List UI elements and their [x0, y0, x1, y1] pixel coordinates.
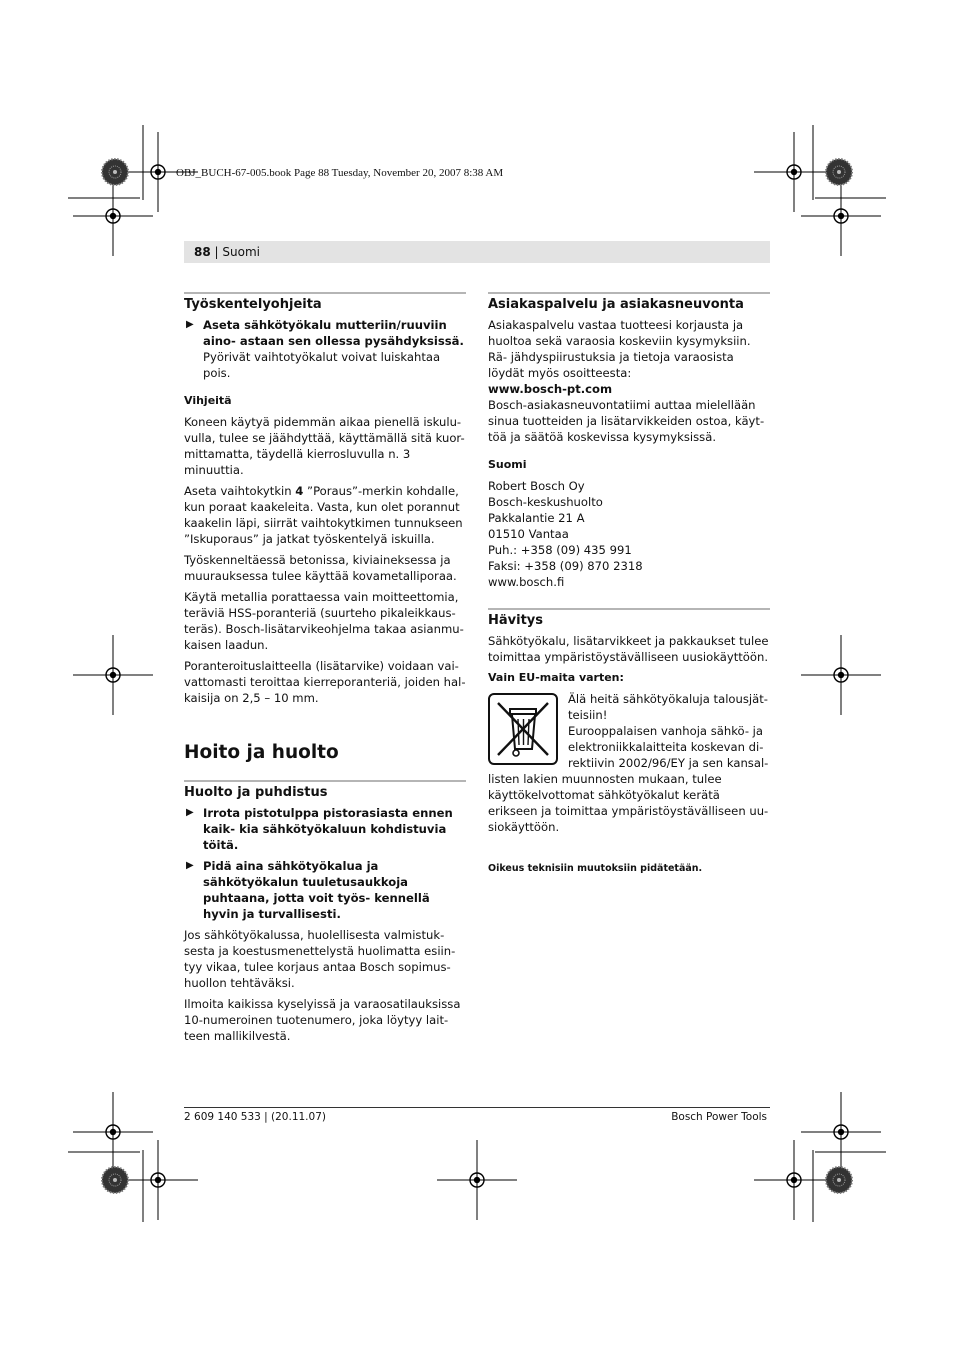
service-paragraph-2: Bosch-asiakasneuvontatiimi auttaa mielellään sinua tuotteiden ja lisätarvikkeiden ostoa, käyt- töä ja säätöä koskevissa kysymyksissä.: [488, 398, 765, 444]
eu-title: Vain EU-maita varten:: [488, 671, 624, 684]
right-column: [488, 292, 770, 877]
tips-title: Vihjeitä: [184, 394, 232, 407]
address-block: [488, 478, 770, 590]
footer-document-number: 2 609 140 533 | (20.11.07): [184, 1111, 326, 1123]
address-line: Bosch-keskushuolto: [488, 495, 603, 509]
crossed-out-wheelie-bin-icon: [488, 693, 558, 765]
bullet-bold-text: Aseta sähkötyökalu mutteriin/ruuviin aino- astaan sen ollessa pysähdyksissä.: [203, 318, 464, 348]
address-line: Faksi: +358 (09) 870 2318: [488, 559, 643, 573]
left-column: [184, 292, 466, 1049]
bullet-text: Pyörivät vaihtotyökalut voivat luiskahtaa pois.: [203, 350, 441, 380]
footer-brand: Bosch Power Tools: [671, 1111, 767, 1123]
section-title-customer-service: Asiakaspalvelu ja asiakasneuvonta: [488, 297, 744, 312]
page-header: [184, 241, 770, 263]
care-paragraph-1: Jos sähkötyökalussa, huolellisesta valmistuk- sesta ja koestusmenettelystä huolimatta esiin- tyy vikaa, tulee korjaus antaa Bosch sopimus- huollon tehtäväksi.: [184, 928, 456, 990]
country-title: Suomi: [488, 458, 527, 471]
header-language: Suomi: [222, 245, 260, 259]
eu-block: [488, 691, 770, 835]
bullet-item: ▶ Irrota pistotulppa pistorasiasta ennen kaik- kia sähkötyökaluun kohdistuvia töitä.: [186, 806, 453, 852]
page-footer: [184, 1107, 770, 1123]
file-info: OBJ_BUCH-67-005.book Page 88 Tuesday, November 20, 2007 8:38 AM: [176, 167, 504, 179]
tips-paragraph-1: Koneen käytyä pidemmän aikaa pienellä iskulu- vulla, tulee se jäähdyttää, käyttämällä sitä kuor- mittamatta, täydellä kierrosluvulla n. 3 minuuttia.: [184, 415, 465, 477]
address-line: Puh.: +358 (09) 435 991: [488, 543, 632, 557]
tips-paragraph-5: Poranteroituslaitteella (lisätarvike) voidaan vai- vattomasti teroittaa kierreporanteriä, joiden hal- kaisija on 2,5 – 10 mm.: [184, 659, 466, 705]
address-line: www.bosch.fi: [488, 575, 565, 589]
address-line: Robert Bosch Oy: [488, 479, 585, 493]
tips-paragraph-4: Käytä metallia porattaessa vain moitteettomia, teräviä HSS-poranteriä (suurteho pikaleikkaus- teräs). Bosch-lisätarvikeohjelma takaa asianmu- kaisen laadun.: [184, 590, 464, 652]
eu-paragraph-2: Eurooppalaisen vanhoja sähkö- ja elektroniikkalaitteita koskevan di- rektiivin 2002/96/EY ja sen kansal- listen lakien muunnosten mukaan, tulee käyttökelvottomat sähkötyökalut kerätä erikseen ja toimittaa ympäristöystävälliseen uu- siokäyttöön.: [488, 724, 769, 834]
section-title-maintenance: Huolto ja puhdistus: [184, 785, 328, 800]
service-paragraph-1: Asiakaspalvelu vastaa tuotteesi korjausta ja huoltoa sekä varaosia koskeviin kysymyksiin. Rä- jähdyspiirustuksia ja tietoja varaosista löydät myös osoitteesta:: [488, 318, 751, 380]
header-separator: |: [214, 245, 219, 259]
bullet-item: [184, 317, 466, 381]
eu-paragraph-1: Älä heitä sähkötyökaluja talousjät- teisiin!: [568, 692, 768, 722]
address-line: 01510 Vantaa: [488, 527, 569, 541]
main-title: Hoito ja huolto: [184, 742, 339, 763]
tips-paragraph-2: Aseta vaihtokytkin 4 ”Poraus”-merkin kohdalle, kun poraat kaakeleita. Vasta, kun olet porannut kaakelin läpi, siirrät vaihtokytkimen tunnukseen ”Iskuporaus” ja jatkat työskentelyä iskuilla.: [184, 484, 463, 546]
disposal-paragraph: Sähkötyökalu, lisätarvikkeet ja pakkaukset tulee toimittaa ympäristöystävälliseen uusiokäyttöön.: [488, 634, 769, 664]
technical-changes-notice: Oikeus teknisiin muutoksiin pidätetään.: [488, 863, 703, 874]
tips-paragraph-3: Työskenneltäessä betonissa, kiviaineksessa ja muurauksessa tulee käyttää kovametalliporaa.: [184, 553, 457, 583]
service-url: www.bosch-pt.com: [488, 382, 613, 396]
triangle-right-icon: ▶: [186, 807, 194, 818]
section-title-disposal: Hävitys: [488, 613, 544, 628]
bullet-item: ▶ Pidä aina sähkötyökalua ja sähkötyökalun tuuletusaukkoja puhtaana, jotta voit työs- kennellä hyvin ja turvallisesti.: [186, 859, 430, 921]
triangle-right-icon: ▶: [186, 860, 194, 871]
triangle-right-icon: ▶: [186, 319, 194, 330]
page-number: 88: [194, 245, 211, 259]
section-title-work-instructions: Työskentelyohjeita: [184, 297, 322, 312]
address-line: Pakkalantie 21 A: [488, 511, 585, 525]
care-paragraph-2: Ilmoita kaikissa kyselyissä ja varaosatilauksissa 10-numeroinen tuotenumero, joka löytyy lait- teen mallikilvestä.: [184, 997, 461, 1043]
